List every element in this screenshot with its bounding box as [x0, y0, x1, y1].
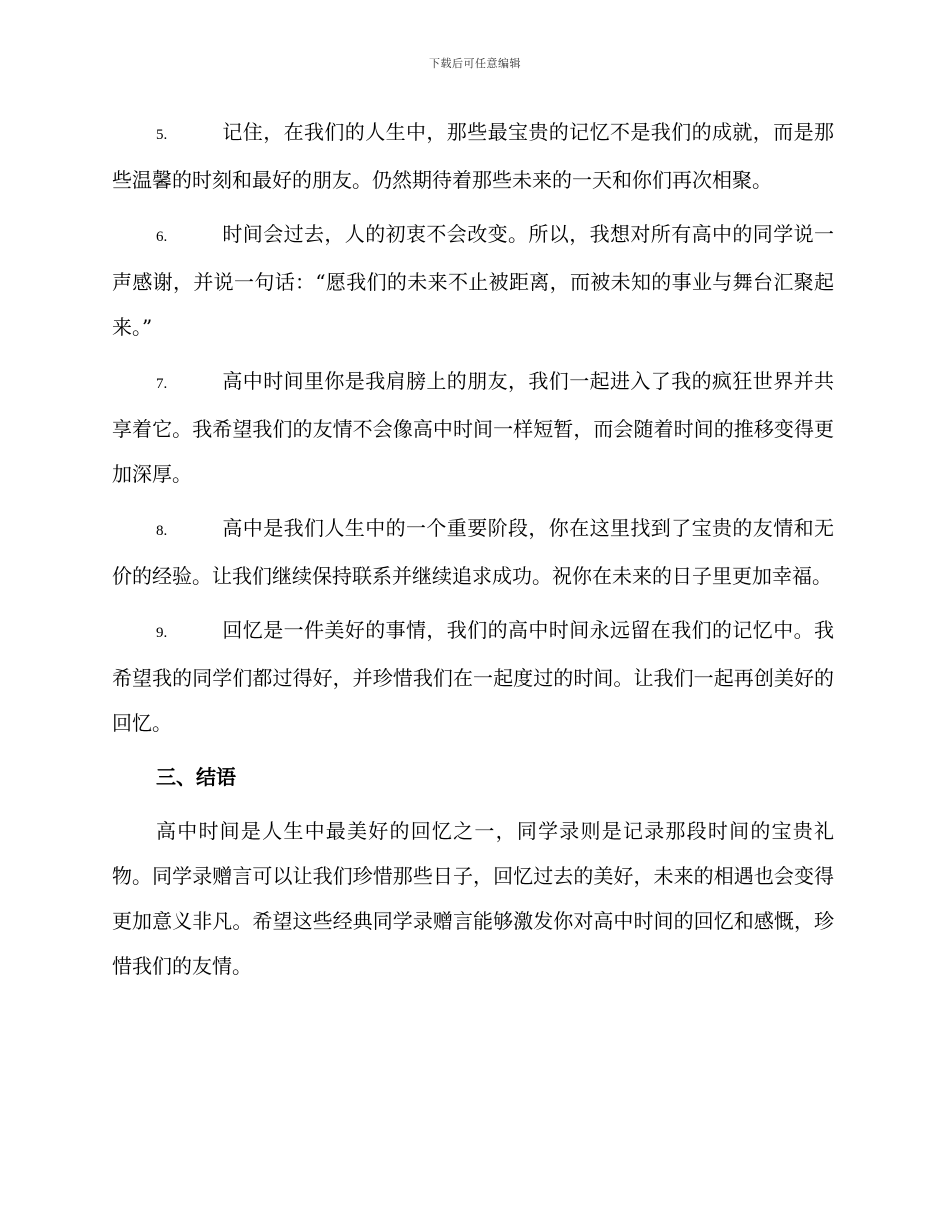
list-item	[112, 506, 834, 599]
list-item	[112, 212, 834, 350]
conclusion-paragraph: 高中时间是人生中最美好的回忆之一，同学录则是记录那段时间的宝贵礼物。同学录赠言可以让我们珍惜那些日子，回忆过去的美好，未来的相遇也会变得更加意义非凡。希望这些经典同学录赠言能够激发你对高中时间的回忆和感慨，珍惜我们的友情。	[112, 819, 834, 978]
list-item	[112, 359, 834, 497]
list-item-text: 高中时间里你是我肩膀上的朋友，我们一起进入了我的疯狂世界并共享着它。我希望我们的友情不会像高中时间一样短暂，而会随着时间的推移变得更加深厚。	[112, 369, 834, 486]
list-item	[112, 608, 834, 746]
list-item-text: 时间会过去，人的初衷不会改变。所以，我想对所有高中的同学说一声感谢，并说一句话：“愿我们的未来不止被距离，而被未知的事业与舞台汇聚起来。”	[112, 222, 834, 339]
list-item-number: 5.	[156, 127, 168, 143]
list-item-number: 7.	[156, 376, 168, 392]
list-item-number: 6.	[156, 229, 168, 245]
list-item-text: 高中是我们人生中的一个重要阶段，你在这里找到了宝贵的友情和无价的经验。让我们继续保持联系并继续追求成功。祝你在未来的日子里更加幸福。	[112, 516, 834, 588]
list-item-number: 8.	[156, 523, 168, 539]
document-body	[112, 110, 834, 989]
list-item-text: 记住，在我们的人生中，那些最宝贵的记忆不是我们的成就，而是那些温馨的时刻和最好的朋友。仍然期待着那些未来的一天和你们再次相聚。	[112, 120, 834, 192]
list-item-number: 9.	[156, 625, 168, 641]
list-item	[112, 110, 834, 203]
section-heading: 三、结语	[156, 765, 236, 789]
list-item-text: 回忆是一件美好的事情，我们的高中时间永远留在我们的记忆中。我希望我的同学们都过得好，并珍惜我们在一起度过的时间。让我们一起再创美好的回忆。	[112, 618, 834, 735]
header-note: 下载后可任意编辑	[429, 57, 521, 70]
